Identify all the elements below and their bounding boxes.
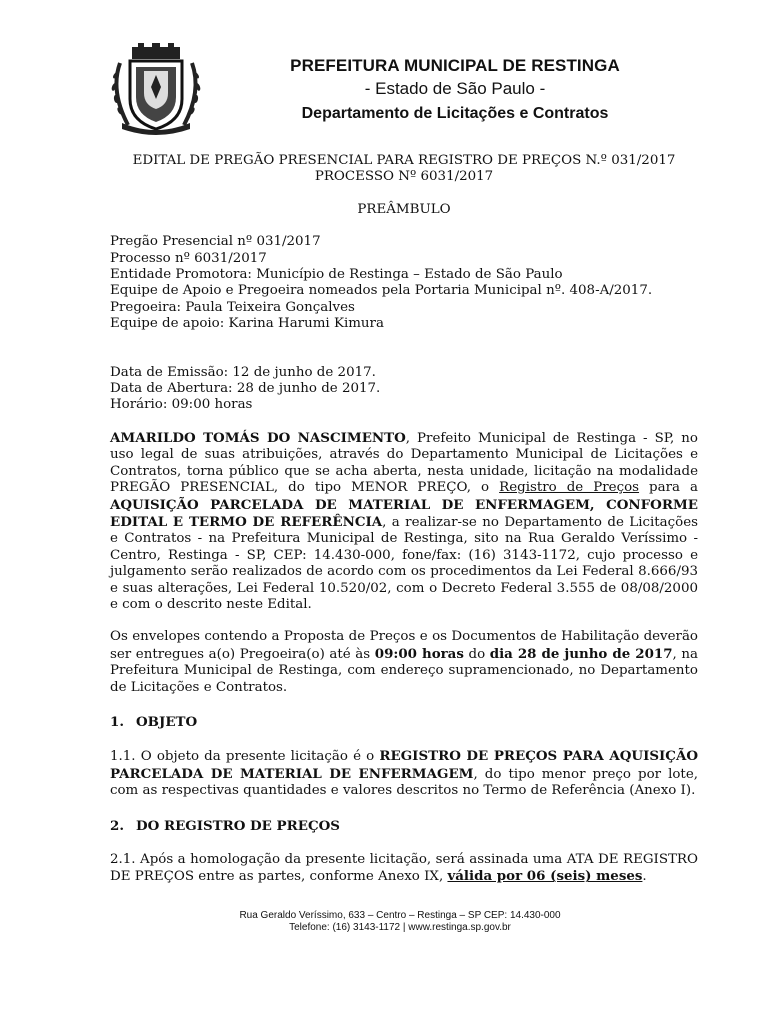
delivery-time: 09:00 horas [374,645,464,662]
info-line: Equipe de apoio: Karina Harumi Kimura [110,316,384,332]
registro-precos-text: Registro de Preços [499,480,640,496]
date-line: Horário: 09:00 horas [110,397,253,413]
object-emphasis: AQUISIÇÃO PARCELADA DE MATERIAL DE ENFERMAGEM, CONFORME EDITAL E TERMO DE REFERÊNCIA [110,496,698,530]
header-department: Departamento de Licitações e Contratos [301,105,609,122]
info-line: Pregão Presencial nº 031/2017 [110,234,321,250]
footer-address: Rua Geraldo Veríssimo, 633 – Centro – Restinga – SP CEP: 14.430-000 [239,910,561,921]
header-state: - Estado de São Paulo - [364,79,546,98]
date-line: Data de Emissão: 12 de junho de 2017. [110,364,376,380]
validity-emphasis: válida por 06 (seis) meses [447,868,643,885]
info-line: Equipe de Apoio e Pregoeira nomeados pela Portaria Municipal nº. 408-A/2017. [110,283,653,299]
municipal-crest [106,41,206,135]
section1-paragraph: 1.1. O objeto da presente licitação é o REGISTRO DE PREÇOS PARA AQUISIÇÃO PARCELADA DE MATERIAL DE ENFERMAGEM, do tipo menor preço por lote, com as respectivas quantidades e valores descritos no Termo de Referência (Anexo I). [110,748,698,799]
section2-paragraph: 2.1. Após a homologação da presente licitação, será assinada uma ATA DE REGISTRO DE PREÇOS entre as partes, conforme Anexo IX, válida por 06 (seis) meses. [110,852,698,885]
date-line: Data de Abertura: 28 de junho de 2017. [110,381,381,397]
edital-title-line2: PROCESSO Nº 6031/2017 [314,169,494,185]
section-heading-registro: 2. DO REGISTRO DE PREÇOS [110,817,340,834]
edital-title [110,153,698,186]
edital-title-line1: EDITAL DE PREGÃO PRESENCIAL PARA REGISTRO DE PREÇOS N.º 031/2017 [132,153,676,168]
info-list [110,234,698,332]
section-heading-objeto: 1. OBJETO [110,713,198,730]
delivery-date: dia 28 de junho de 2017 [489,645,673,662]
info-line: Pregoeira: Paula Teixeira Gonçalves [110,299,355,315]
envelopes-paragraph: Os envelopes contendo a Proposta de Preços e os Documentos de Habilitação deverão ser entregues a(o) Pregoeira(o) até às 09:00 horas do dia 28 de junho de 2017, na Prefeitura Municipal de Restinga, com endereço supramencionado, no Departamento de Licitações e Contratos. [110,629,698,695]
info-line: Processo nº 6031/2017 [110,250,267,266]
header-title: PREFEITURA MUNICIPAL DE RESTINGA [290,56,620,75]
dates-list [110,365,698,414]
footer-contact: Telefone: (16) 3143-1172 | www.restinga.sp.gov.br [289,922,511,933]
preambulo-heading: PREÂMBULO [357,201,451,217]
document-body [110,153,698,886]
preamble-paragraph: AMARILDO TOMÁS DO NASCIMENTO, Prefeito Municipal de Restinga - SP, no uso legal de suas atribuições, através do Departamento Municipal de Licitações e Contratos, torna público que se acha aberta, nesta unidade, licitação na modalidade PREGÃO PRESENCIAL, do tipo MENOR PREÇO, o Registro de Preços para a AQUISIÇÃO PARCELADA DE MATERIAL DE ENFERMAGEM, CONFORME EDITAL E TERMO DE REFERÊNCIA, a realizar-se no Departamento de Licitações e Contratos - na Prefeitura Municipal de Restinga, sito na Rua Geraldo Veríssimo - Centro, Restinga - SP, CEP: 14.430-000, fone/fax: (16) 3143-1172, cujo processo e julgamento serão realizados de acordo com os procedimentos da Lei Federal 8.666/93 e suas alterações, Lei Federal 10.520/02, com o Decreto Federal 3.555 de 08/08/2000 e com o descrito neste Edital. [110,429,699,612]
mayor-name: AMARILDO TOMÁS DO NASCIMENTO [110,429,406,446]
page-footer [100,910,700,934]
info-line: Entidade Promotora: Município de Restinga – Estado de São Paulo [110,267,563,283]
